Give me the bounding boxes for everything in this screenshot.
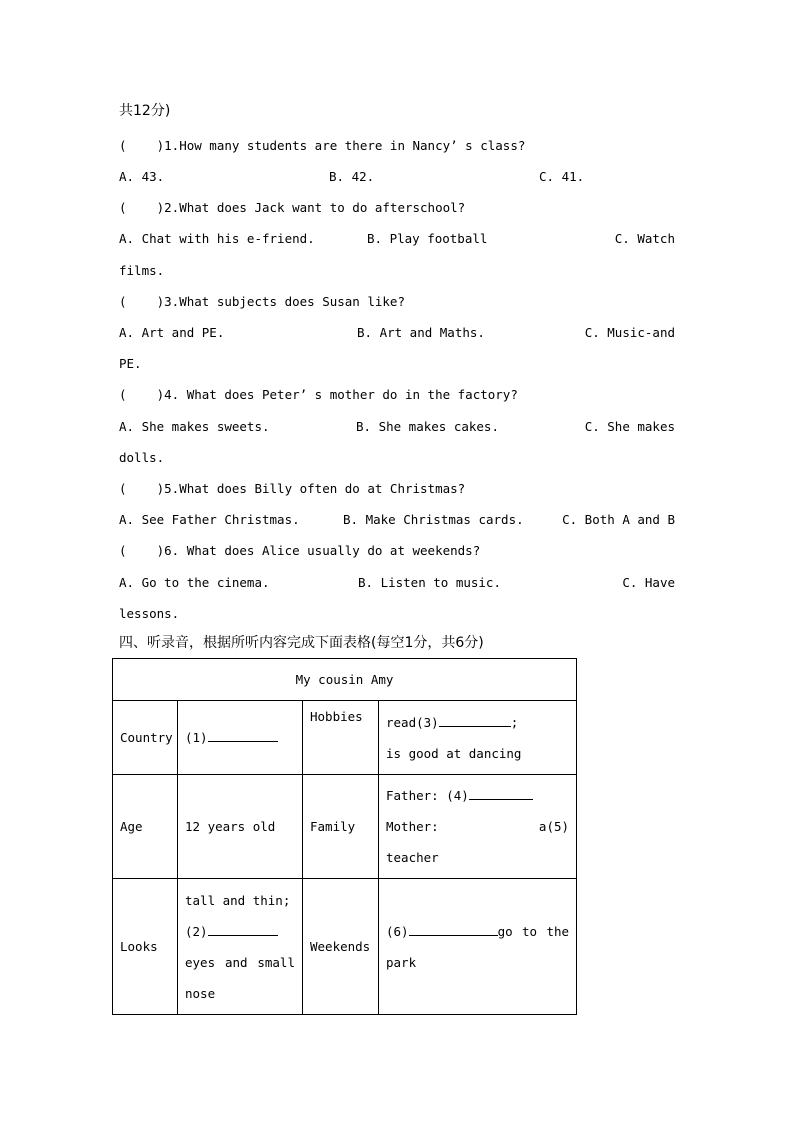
blank-4[interactable] [469, 786, 533, 800]
question-3-stem: ( )3.What subjects does Susan like? [119, 294, 405, 309]
question-1-option-a: A. 43. [119, 169, 165, 184]
looks-cell [178, 879, 303, 1015]
question-3-option-c: C. Music-and [584, 325, 675, 340]
hobbies-line1: read(3) [386, 714, 439, 730]
question-2-option-b: B. Play football [367, 231, 488, 246]
question-6-option-c: C. Have [622, 575, 675, 590]
family-label: Family [303, 775, 379, 879]
question-4-option-b: B. She makes cakes. [356, 419, 499, 434]
question-6-option-a: A. Go to the cinema. [119, 575, 270, 590]
question-2-option-c: C. Watch [614, 231, 675, 246]
question-3-option-b: B. Art and Maths. [357, 325, 485, 340]
looks-word-small: small [257, 954, 295, 970]
family-cell [379, 775, 577, 879]
looks-word-and: and [224, 954, 248, 970]
looks-label: Looks [113, 879, 178, 1015]
hobbies-label: Hobbies [303, 701, 379, 775]
weekends-cell [379, 879, 577, 1015]
weekends-word-the: the [546, 923, 570, 939]
question-5-option-a: A. See Father Christmas. [119, 512, 300, 527]
looks-word-eyes: eyes [185, 954, 216, 970]
country-label: Country [113, 701, 178, 775]
country-prefix: (1) [185, 730, 208, 745]
family-mother-wrap: teacher [386, 850, 439, 865]
question-2-stem: ( )2.What does Jack want to do afterschool? [119, 200, 466, 215]
weekends-word-to: to [522, 923, 538, 939]
question-5-option-c: C. Both A and B [562, 512, 675, 527]
hobbies-cell [379, 701, 577, 775]
question-6-option-c-wrap: lessons. [119, 606, 180, 621]
hobbies-line2: is good at dancing [386, 745, 522, 761]
looks-prefix-2: (2) [185, 923, 208, 939]
weekends-word-go: go [497, 923, 513, 939]
question-5-option-b: B. Make Christmas cards. [343, 512, 524, 527]
age-label: Age [113, 775, 178, 879]
weekends-wrap: park [386, 954, 417, 970]
blank-2[interactable] [208, 922, 278, 936]
section-4-title: 四、听录音，根据所听内容完成下面表格(每空1分，共6分) [119, 635, 484, 651]
question-2-option-c-wrap: films. [119, 263, 165, 278]
family-mother: Mother: [386, 819, 439, 834]
blank-5-marker: a(5) [538, 819, 570, 834]
question-4-stem: ( )4. What does Peter’ s mother do in the factory? [119, 387, 518, 402]
info-table [112, 658, 577, 1015]
question-6-option-b: B. Listen to music. [358, 575, 501, 590]
question-4-option-a: A. She makes sweets. [119, 419, 270, 434]
blank-1[interactable] [208, 728, 278, 742]
table-title: My cousin Amy [113, 659, 577, 701]
question-3-option-a: A. Art and PE. [119, 325, 225, 340]
question-2-option-a: A. Chat with his e-friend. [119, 231, 315, 246]
question-1-stem: ( )1.How many students are there in Nancy’ s class? [119, 138, 526, 153]
section-score-tail: 共12分) [119, 103, 171, 119]
blank-6[interactable] [409, 922, 498, 936]
blank-3[interactable] [439, 713, 511, 727]
question-6-stem: ( )6. What does Alice usually do at weekends? [119, 543, 481, 558]
family-father: Father: (4) [386, 788, 469, 803]
question-4-option-c-wrap: dolls. [119, 450, 165, 465]
question-4-option-c: C. She makes [584, 419, 675, 434]
question-5-stem: ( )5.What does Billy often do at Christmas? [119, 481, 466, 496]
weekends-prefix: (6) [386, 923, 409, 939]
question-3-option-c-wrap: PE. [119, 356, 142, 371]
country-cell [178, 701, 303, 775]
question-1-option-c: C. 41. [539, 169, 585, 184]
hobbies-semicolon: ; [510, 714, 519, 730]
weekends-label: Weekends [303, 879, 379, 1015]
age-value: 12 years old [178, 775, 303, 879]
question-1-option-b: B. 42. [329, 169, 375, 184]
looks-line1: tall and thin; [185, 892, 291, 908]
looks-line4: nose [185, 985, 216, 1001]
